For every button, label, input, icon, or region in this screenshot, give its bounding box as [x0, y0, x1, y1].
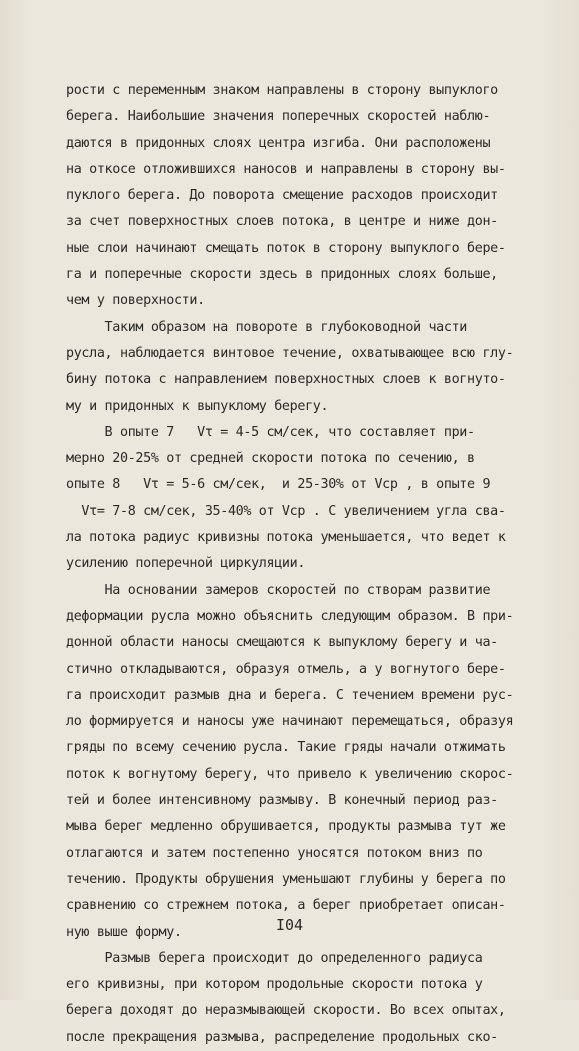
text-line: В опыте 7 Vτ = 4-5 см/сек, что составляет при-	[66, 424, 475, 440]
text-line: Таким образом на повороте в глубоководной части	[66, 319, 468, 335]
text-line: его кривизны, при котором продольные скорости потока у	[66, 977, 483, 993]
text-line: русла, наблюдается винтовое течение, охватывающее всю глу-	[66, 345, 514, 361]
text-line: усилению поперечной циркуляции.	[66, 556, 306, 572]
text-line: донной области наносы смещаются к выпуклому берегу и ча-	[66, 635, 498, 651]
text-line: опыте 8 Vτ = 5-6 см/сек, и 25-30% от Vср , в опыте 9	[66, 477, 491, 493]
text-line: за счет поверхностных слоев потока, в центре и ниже дон-	[66, 214, 498, 230]
text-line: даются в придонных слоях центра изгиба. Они расположены	[66, 135, 491, 151]
text-line: мерно 20-25% от средней скорости потока по сечению, в	[66, 451, 475, 467]
text-line: На основании замеров скоростей по створам развитие	[66, 582, 491, 598]
text-line: берега. Наибольшие значения поперечных скоростей наблю-	[66, 109, 491, 125]
text-line: стично откладываются, образуя отмель, а у вогнутого бере-	[66, 661, 506, 677]
text-line: течению. Продукты обрушения уменьшают глубины у берега по	[66, 871, 506, 887]
text-line: ла потока радиус кривизны потока уменьшается, что ведет к	[66, 530, 506, 546]
text-line: рости с переменным знаком направлены в сторону выпуклого	[66, 83, 498, 98]
text-line: Размыв берега происходит до определенного радиуса	[66, 950, 483, 966]
body-text	[66, 78, 571, 1051]
text-line: сравнению со стрежнем потока, а берег приобретает описан-	[66, 898, 506, 914]
text-line: гряды по всему сечению русла. Такие гряды начали отжимать	[66, 740, 506, 756]
text-line: отлагаются и затем постепенно уносятся потоком вниз по	[66, 845, 483, 861]
text-line: ло формируется и наносы уже начинают перемещаться, образуя	[66, 714, 514, 730]
text-line: после прекращения размыва, распределение продольных ско-	[66, 1029, 498, 1045]
text-line: поток к вогнутому берегу, что привело к увеличению скорос-	[66, 766, 514, 782]
text-line: Vτ= 7-8 см/сек, 35-40% от Vср . С увеличением угла сва-	[66, 503, 506, 519]
page-number: I04	[275, 916, 304, 934]
text-line: тей и более интенсивному размыву. В конечный период раз-	[66, 793, 498, 809]
text-line: га и поперечные скорости здесь в придонных слоях больше,	[66, 267, 498, 283]
text-line: му и придонных к выпуклому берегу.	[66, 398, 329, 414]
text-line: берега доходят до неразмывающей скорости. Во всех опытах,	[66, 1003, 506, 1019]
text-line: деформации русла можно объяснить следующим образом. В при-	[66, 608, 514, 624]
text-line: ную выше форму.	[66, 924, 182, 940]
text-line: мыва берег медленно обрушивается, продукты размыва тут же	[66, 819, 506, 835]
text-line: бину потока с направлением поверхностных слоев к вогнуто-	[66, 372, 506, 388]
text-line: пуклого берега. До поворота смещение расходов происходит	[66, 188, 498, 204]
text-line: ные слои начинают смещать поток в сторону выпуклого бере-	[66, 240, 506, 256]
text-line: га происходит размыв дна и берега. С течением времени рус-	[66, 687, 514, 703]
text-line: на откосе отложившихся наносов и направлены в сторону вы-	[66, 161, 506, 177]
text-line: чем у поверхности.	[66, 293, 205, 309]
